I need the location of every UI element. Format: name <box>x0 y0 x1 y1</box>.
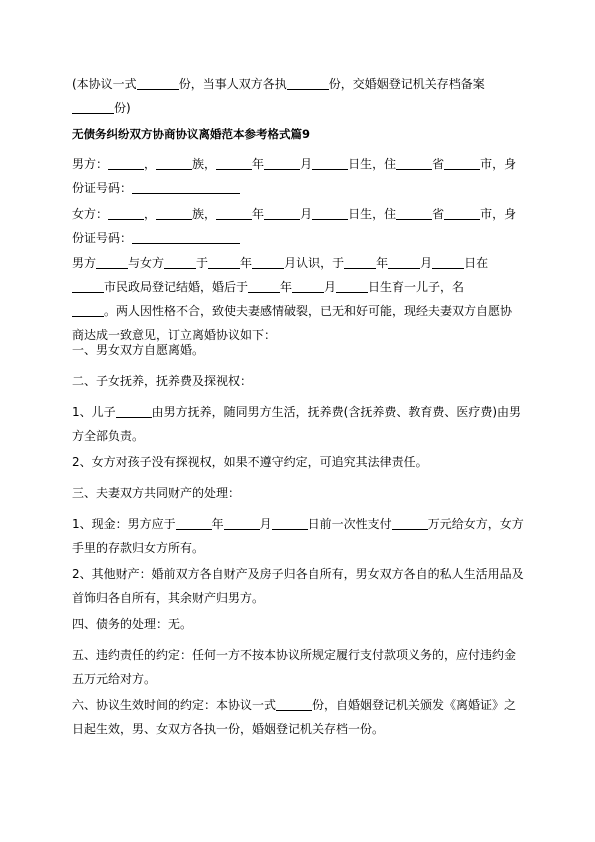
blank <box>264 206 300 220</box>
clause-2-2: 2、女方对孩子没有探视权，如果不遵守约定，可追究其法律责任。 <box>72 455 428 469</box>
section-4: 四、债务的处理：无。 <box>72 617 193 631</box>
blank <box>432 255 464 269</box>
blank-archive-copies <box>72 100 114 114</box>
blank-copies-each <box>287 76 329 90</box>
section-3-heading: 三、夫妻双方共同财产的处理： <box>72 486 241 500</box>
blank <box>292 279 324 293</box>
blank <box>224 516 260 530</box>
blank <box>248 279 280 293</box>
woman-info-paragraph: 女方： ， 族， 年 月 日生，住 省 市，身 份证号码： <box>72 207 517 245</box>
blank <box>264 156 300 170</box>
blank <box>344 255 376 269</box>
blank <box>272 516 308 530</box>
blank-woman-id <box>132 230 240 244</box>
intro-text: 份，交婚姻登记机关存档备案 <box>328 77 485 91</box>
blank <box>276 697 312 711</box>
blank <box>72 279 104 293</box>
blank <box>392 516 428 530</box>
blank <box>312 156 348 170</box>
blank-man-name <box>108 156 144 170</box>
section-2-heading: 二、子女抚养，抚养费及探视权： <box>72 374 253 388</box>
intro-text: 份) <box>114 101 131 115</box>
blank-woman-nation <box>156 206 192 220</box>
blank-man-nation <box>156 156 192 170</box>
blank <box>312 206 348 220</box>
clause-2-1: 1、儿子 由男方抚养，随同男方生活，抚养费(含抚养费、教育费、医疗费)由男 方全部负责。 <box>72 405 522 443</box>
intro-text: (本协议一式 <box>72 77 137 91</box>
blank <box>444 206 480 220</box>
blank-man-id <box>132 180 240 194</box>
blank <box>388 255 420 269</box>
blank <box>396 156 432 170</box>
blank <box>96 255 128 269</box>
blank <box>336 279 368 293</box>
section-5: 五、违约责任的约定：任何一方不按本协议所规定履行支付款项义务的，应付违约金 五万元给对方。 <box>72 648 517 686</box>
section-1: 一、男女双方自愿离婚。 <box>72 343 205 357</box>
blank <box>116 404 152 418</box>
blank <box>216 206 252 220</box>
blank <box>164 255 196 269</box>
clause-3-1: 1、现金：男方应于 年 月 日前一次性支付 万元给女方，女方 手里的存款归女方所有。 <box>72 517 524 555</box>
clause-3-2: 2、其他财产：婚前双方各自财产及房子归各自所有，男女双方各自的私人生活用品及 首饰归各自所有，其余财产归男方。 <box>72 567 524 605</box>
blank <box>396 206 432 220</box>
section-6: 六、协议生效时间的约定：本协议一式 份，自婚姻登记机关颁发《离婚证》之 日起生效，男、女双方各执一份，婚姻登记机关存档一份。 <box>72 698 517 736</box>
intro-paragraph <box>72 72 527 120</box>
man-info-paragraph: 男方： ， 族， 年 月 日生，住 省 市，身 份证号码： <box>72 157 517 195</box>
blank <box>176 516 212 530</box>
intro-text: 份，当事人双方各执 <box>178 77 287 91</box>
blank <box>252 255 284 269</box>
blank <box>216 156 252 170</box>
blank-woman-name <box>108 206 144 220</box>
blank-son-name <box>72 303 104 317</box>
blank-copies <box>137 76 179 90</box>
blank <box>208 255 240 269</box>
blank <box>444 156 480 170</box>
marriage-story-paragraph: 男方 与女方 于 年 月认识，于 年 月 日在 市民政局登记结婚，婚后于 年 月 日生育一儿子，名 。两人因性格不合，致使夫妻感情破裂，已无和好可能，现经夫妻双方自愿协 商达成一致意见，订立离婚协议如下： <box>72 256 513 342</box>
document-title: 无债务纠纷双方协商协议离婚范本参考格式篇9 <box>72 127 310 141</box>
